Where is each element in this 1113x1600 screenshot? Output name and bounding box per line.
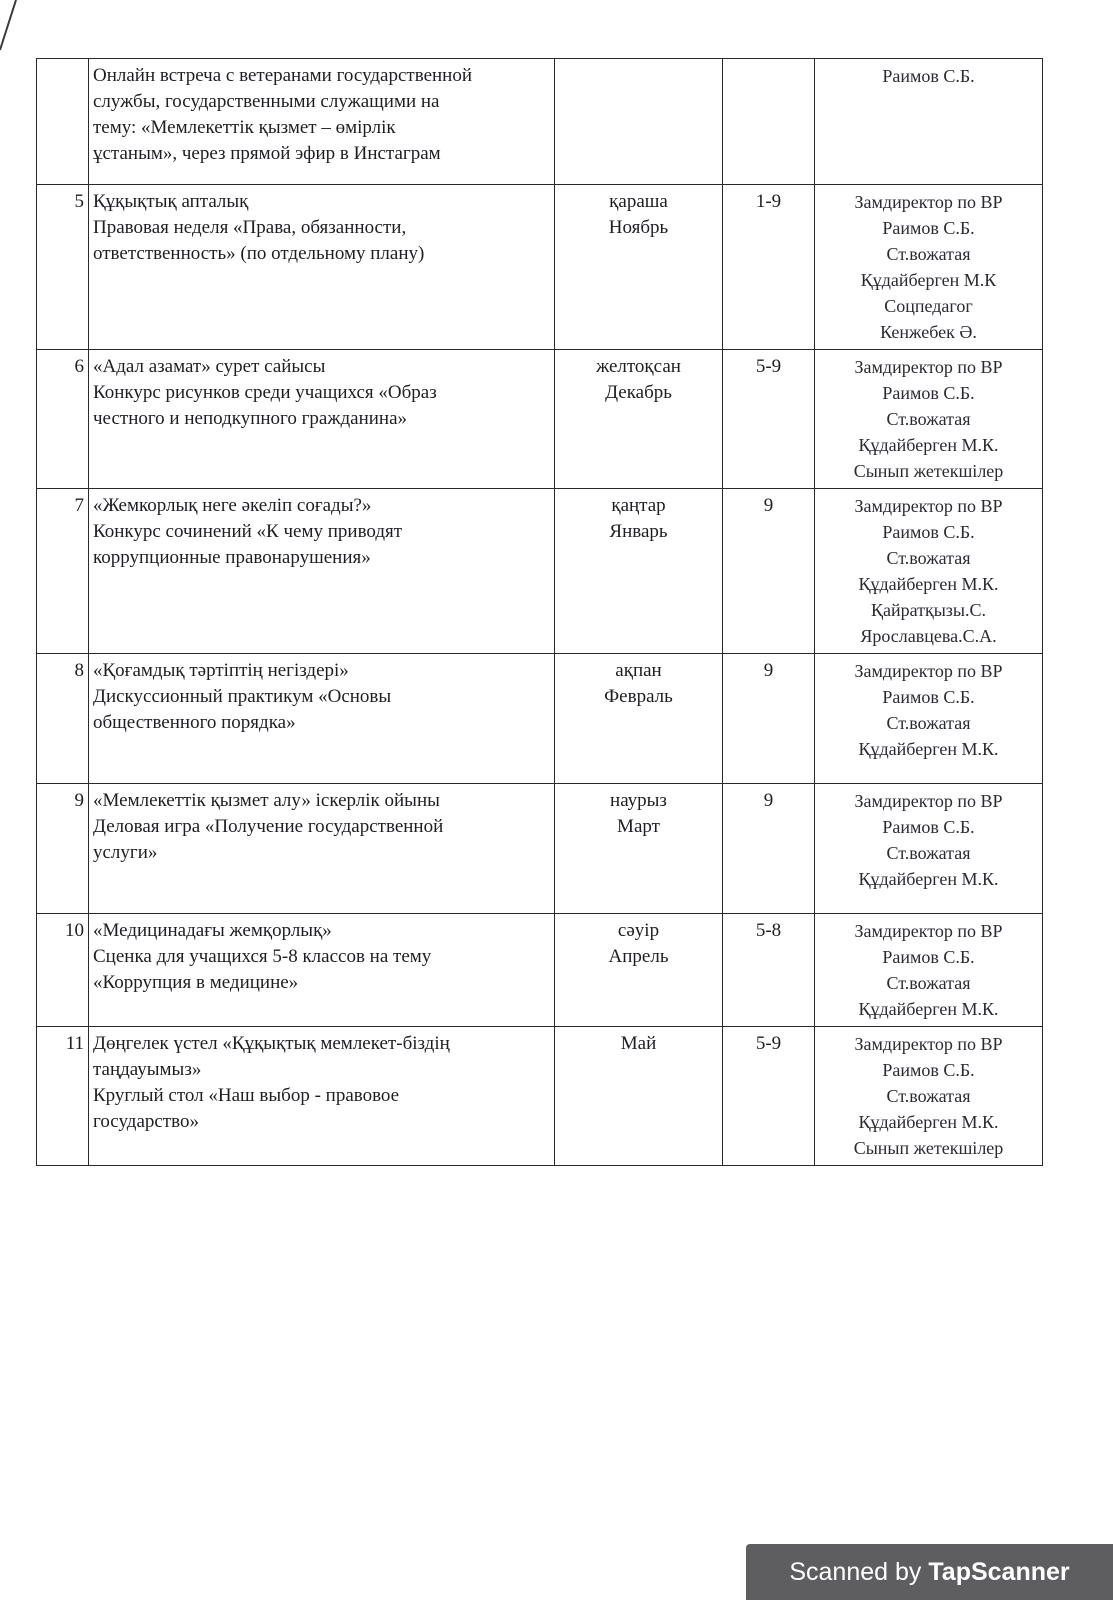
responsible-line: Құдайберген М.К. <box>858 574 999 594</box>
responsible-line: Ярославцева.С.А. <box>860 626 997 646</box>
table-row <box>37 914 1043 1027</box>
month-cell <box>555 59 723 185</box>
row-number: 7 <box>37 489 89 654</box>
grade-cell: 5-9 <box>723 1027 815 1166</box>
event-plan-table <box>36 58 1043 1166</box>
responsible-line: Соцпедагог <box>884 296 973 316</box>
responsible-line: Раимов С.Б. <box>882 687 975 707</box>
grade-cell: 9 <box>723 784 815 914</box>
page-fold-shadow <box>0 0 40 60</box>
table-row <box>37 1027 1043 1166</box>
activity-line: общественного порядка» <box>93 712 296 733</box>
month-cell <box>555 350 723 489</box>
responsible-line: Раимов С.Б. <box>882 1060 975 1080</box>
activity-line: Дөңгелек үстел «Құқықтық мемлекет-біздің <box>93 1033 450 1054</box>
responsible-line: Кенжебек Ә. <box>880 322 977 342</box>
responsible-cell <box>815 654 1043 784</box>
responsible-line: Раимов С.Б. <box>882 947 975 967</box>
activity-line: Онлайн встреча с ветеранами государственной <box>93 65 473 86</box>
responsible-cell <box>815 784 1043 914</box>
month-line: Май <box>620 1033 657 1054</box>
table-row <box>37 654 1043 784</box>
month-line: желтоқсан <box>596 356 681 377</box>
activity-line: Деловая игра «Получение государственной <box>93 816 444 837</box>
month-line: Март <box>617 816 660 837</box>
responsible-line: Құдайберген М.К. <box>858 435 999 455</box>
responsible-line: Раимов С.Б. <box>882 66 975 86</box>
row-number <box>37 59 89 185</box>
activity-line: таңдауымыз» <box>93 1059 202 1080</box>
responsible-line: Сынып жетекшілер <box>853 461 1004 481</box>
activity-cell <box>89 784 555 914</box>
responsible-line: Раимов С.Б. <box>882 522 975 542</box>
month-cell <box>555 784 723 914</box>
activity-line: «Қоғамдық тәртіптің негіздері» <box>93 660 349 681</box>
grade-cell: 9 <box>723 654 815 784</box>
activity-cell <box>89 185 555 350</box>
grade-cell: 1-9 <box>723 185 815 350</box>
responsible-line: Қайратқызы.С. <box>870 600 987 620</box>
responsible-line: Замдиректор по ВР <box>854 661 1003 681</box>
month-line: Январь <box>609 521 668 542</box>
row-number: 10 <box>37 914 89 1027</box>
month-cell <box>555 1027 723 1166</box>
row-number: 8 <box>37 654 89 784</box>
month-cell <box>555 654 723 784</box>
activity-cell <box>89 350 555 489</box>
activity-line: «Адал азамат» сурет сайысы <box>93 356 326 377</box>
activity-line: коррупционные правонарушения» <box>93 547 371 568</box>
responsible-line: Ст.вожатая <box>886 843 971 863</box>
month-line: Февраль <box>604 686 673 707</box>
scanner-watermark <box>746 1544 1113 1600</box>
month-cell <box>555 914 723 1027</box>
responsible-line: Замдиректор по ВР <box>854 791 1003 811</box>
grade-cell: 9 <box>723 489 815 654</box>
responsible-line: Құдайберген М.К. <box>858 1112 999 1132</box>
activity-line: Дискуссионный практикум «Основы <box>93 686 392 707</box>
activity-cell <box>89 914 555 1027</box>
grade-cell: 5-8 <box>723 914 815 1027</box>
responsible-line: Раимов С.Б. <box>882 383 975 403</box>
table-row <box>37 59 1043 185</box>
responsible-line: Ст.вожатая <box>886 548 971 568</box>
activity-line: «Коррупция в медицине» <box>93 972 299 993</box>
responsible-line: Құдайберген М.К. <box>858 739 999 759</box>
month-line: қараша <box>609 191 668 212</box>
activity-line: Правовая неделя «Права, обязанности, <box>93 217 407 238</box>
watermark-prefix: Scanned by <box>789 1557 922 1586</box>
responsible-cell <box>815 185 1043 350</box>
activity-line: «Мемлекеттік қызмет алу» іскерлік ойыны <box>93 790 440 811</box>
activity-line: государство» <box>93 1111 199 1132</box>
activity-line: услуги» <box>93 842 158 863</box>
responsible-line: Ст.вожатая <box>886 973 971 993</box>
responsible-line: Сынып жетекшілер <box>853 1138 1004 1158</box>
month-cell <box>555 489 723 654</box>
row-number: 6 <box>37 350 89 489</box>
month-line: Декабрь <box>605 382 672 403</box>
responsible-line: Құдайберген М.К. <box>858 869 999 889</box>
responsible-cell <box>815 914 1043 1027</box>
month-line: Апрель <box>608 946 669 967</box>
responsible-line: Ст.вожатая <box>886 409 971 429</box>
activity-line: честного и неподкупного гражданина» <box>93 408 408 429</box>
month-line: сәуір <box>617 920 660 941</box>
activity-line: ответственность» (по отдельному плану) <box>93 243 425 264</box>
activity-cell <box>89 489 555 654</box>
table-row <box>37 350 1043 489</box>
activity-line: службы, государственными служащими на <box>93 91 440 112</box>
responsible-line: Замдиректор по ВР <box>854 496 1003 516</box>
responsible-line: Құдайберген М.К <box>860 270 997 290</box>
row-number: 5 <box>37 185 89 350</box>
grade-cell: 5-9 <box>723 350 815 489</box>
responsible-line: Раимов С.Б. <box>882 218 975 238</box>
responsible-line: Құдайберген М.К. <box>858 999 999 1019</box>
responsible-line: Раимов С.Б. <box>882 817 975 837</box>
responsible-line: Ст.вожатая <box>886 244 971 264</box>
activity-line: «Жемкорлық неге әкеліп соғады?» <box>93 495 372 516</box>
row-number: 11 <box>37 1027 89 1166</box>
activity-line: Круглый стол «Наш выбор - правовое <box>93 1085 400 1106</box>
responsible-line: Ст.вожатая <box>886 713 971 733</box>
responsible-cell <box>815 59 1043 185</box>
responsible-cell <box>815 1027 1043 1166</box>
responsible-cell <box>815 350 1043 489</box>
responsible-line: Замдиректор по ВР <box>854 192 1003 212</box>
activity-cell <box>89 59 555 185</box>
responsible-line: Замдиректор по ВР <box>854 921 1003 941</box>
month-cell <box>555 185 723 350</box>
activity-cell <box>89 1027 555 1166</box>
activity-line: ұстаным», через прямой эфир в Инстаграм <box>93 143 441 164</box>
activity-line: «Медицинадағы жемқорлық» <box>93 920 332 941</box>
month-line: ақпан <box>615 660 662 681</box>
watermark-brand: TapScanner <box>928 1557 1070 1586</box>
table-row <box>37 489 1043 654</box>
table-row <box>37 784 1043 914</box>
activity-line: Конкурс сочинений «К чему приводят <box>93 521 403 542</box>
activity-line: Конкурс рисунков среди учащихся «Образ <box>93 382 437 403</box>
responsible-line: Замдиректор по ВР <box>854 1034 1003 1054</box>
month-line: қаңтар <box>611 495 666 516</box>
responsible-cell <box>815 489 1043 654</box>
grade-cell <box>723 59 815 185</box>
activity-line: тему: «Мемлекеттік қызмет – өмірлік <box>93 117 396 138</box>
table-row <box>37 185 1043 350</box>
month-line: Ноябрь <box>608 217 669 238</box>
responsible-line: Ст.вожатая <box>886 1086 971 1106</box>
activity-line: Сценка для учащихся 5-8 классов на тему <box>93 946 432 967</box>
row-number: 9 <box>37 784 89 914</box>
responsible-line: Замдиректор по ВР <box>854 357 1003 377</box>
month-line: наурыз <box>610 790 667 811</box>
activity-cell <box>89 654 555 784</box>
activity-line: Құқықтық апталық <box>93 191 249 212</box>
